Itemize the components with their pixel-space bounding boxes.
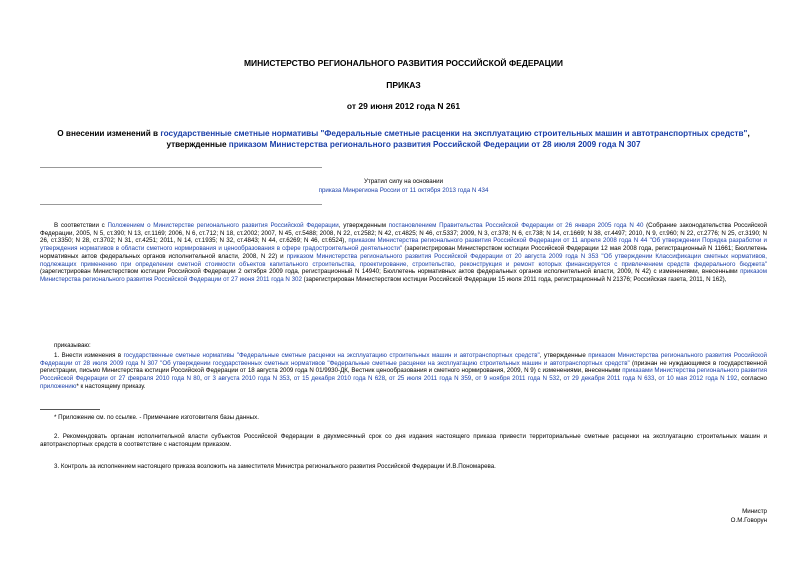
item-1-link-order-628[interactable]: от 15 декабря 2010 года N 628 — [293, 375, 386, 383]
footnote: * Приложение см. по ссылке. - Примечание изготовителя базы данных. — [54, 414, 259, 421]
status-line: Утратил силу на основании — [363, 178, 444, 185]
title-link-order-307[interactable]: приказом Министерства регионального развития Российской Федерации от 28 июля 2009 года N 307 — [228, 140, 641, 149]
title-link-standards[interactable]: государственные сметные нормативы "Федеральные сметные расценки на эксплуатацию строительных машин и автотранспортных средств" — [160, 129, 748, 138]
item-1-link-order-633[interactable]: от 29 декабря 2011 года N 633 — [563, 375, 655, 383]
item-1-link-standards[interactable]: государственные сметные нормативы "Федеральные сметные расценки на эксплуатацию строительных машин и автотранспортных средств" — [123, 352, 540, 359]
item-1-text: 1. Внести изменения в — [54, 352, 124, 359]
item-1-link-order-80[interactable]: приказами Министерства регионального развития Российской Федерации от 27 февраля 2010 года N 80 — [40, 367, 767, 383]
item-1-text: , — [200, 375, 205, 383]
item-1-text: , — [385, 375, 390, 383]
item-3-paragraph: 3. Контроль за исполнением настоящего приказа возложить на заместителя Министра регионального развития Российской Федерации И.В.Пономарева. — [54, 463, 496, 470]
item-1-text: , — [559, 375, 564, 383]
preamble-link-order-302[interactable]: приказом Министерства регионального развития Российской Федерации от 27 июня 2011 года N 302 — [40, 268, 767, 283]
preamble-text: (зарегистрирован Министерством юстиции Российской Федерации 2 октября 2009 года, регистрационный N 14940; Бюллетень нормативных актов федеральных органов исполнительной власти, 2009, N 42) с изменениями, внесенными — [40, 268, 741, 276]
divider-top — [40, 167, 322, 168]
status-link-order-434[interactable]: приказа Минрегиона России от 11 октября 2013 года N 434 — [318, 187, 489, 194]
item-1-link-order-307[interactable]: приказом Министерства регионального развития Российской Федерации от 28 июля 2009 года N 307 "Об утверждении государственных сметных нормативов "Федеральные сметные расценки на эксплуатацию строительных машин и автотранспортных средств" — [40, 352, 767, 367]
signature-name: О.М.Говорун — [730, 517, 767, 524]
document-type: ПРИКАЗ — [386, 80, 421, 90]
preamble-link-decree-40[interactable]: постановлением Правительства Российской Федерации от 26 января 2005 года N 40 — [388, 222, 644, 229]
item-1-text: , — [471, 375, 476, 383]
preamble-link-order-353[interactable]: приказом Министерства регионального развития Российской Федерации от 20 августа 2009 года N 353 "Об утверждении Классификации сметных нормативов, подлежащих применению при определении сметной стоимости объектов капитального строительства, проектирование, строительство, реконструкция и ремонт которых финансируется с привлечением средств федерального бюджета" — [40, 252, 768, 268]
status-link-wrap — [40, 187, 767, 195]
item-1-text: , — [654, 375, 659, 383]
preamble-link-regulation[interactable]: Положением о Министерстве регионального развития Российской Федерации — [107, 222, 339, 229]
preamble-text: (зарегистрирован Министерством юстиции Российской Федерации 15 июля 2011 года, регистрационный N 21376; Российская газета, 2011, N 162), — [301, 275, 727, 283]
item-1-text: * к настоящему приказу. — [76, 382, 146, 390]
item-1-text: , — [289, 375, 294, 383]
ministry-heading: МИНИСТЕРСТВО РЕГИОНАЛЬНОГО РАЗВИТИЯ РОССИЙСКОЙ ФЕДЕРАЦИИ — [243, 58, 564, 68]
footnote-divider — [40, 409, 100, 410]
item-1-link-order-359[interactable]: от 25 июля 2011 года N 359 — [389, 375, 472, 383]
preamble-paragraph — [40, 222, 767, 284]
item-1-text: , утвержденные — [539, 352, 589, 359]
item-2-paragraph: 2. Рекомендовать органам исполнительной власти субъектов Российской Федерации в двухмесячный срок со дня издания настоящего приказа привести территориальные сметные расценки на эксплуатацию строительных машин и автотранспортных средств в соответствие с настоящим приказом. — [40, 433, 767, 448]
item-1-text: (признан не нуждающимся в государственной регистрации, письмо Министерства юстиции Российской Федерации от 18 августа 2009 года N 01/9930-ДК, Вестник ценообразования и сметного нормирования, 2009, N 9) с изменениями, внесенными — [40, 359, 767, 375]
item-1-link-order-192[interactable]: от 10 мая 2012 года N 192 — [658, 375, 738, 383]
item-1-link-appendix[interactable]: приложению — [40, 382, 77, 390]
document-title — [50, 128, 757, 150]
preamble-text: В соответствии с — [54, 222, 108, 229]
item-1-text: , согласно — [737, 375, 767, 383]
item-1-link-order-353[interactable]: от 3 августа 2010 года N 353 — [204, 375, 290, 383]
signature-position: Министр — [742, 508, 767, 515]
preamble-text: (зарегистрирован Министерством юстиции Российской Федерации 12 мая 2008 года, регистрационный N 11661; Бюллетень нормативных актов федеральных органов исполнительной власти, 2008, N 22) и — [40, 245, 767, 260]
title-text-2: , утвержденные — [166, 129, 750, 149]
divider-bottom — [40, 204, 322, 205]
preamble-link-order-44[interactable]: приказом Министерства регионального развития Российской Федерации от 11 апреля 2008 года N 44 "Об утверждении Порядка разработки и утверждения нормативов в области сметного нормирования и ценообразования в сфере градостроительной деятельности" — [40, 237, 768, 253]
preamble-text: (Собрание законодательства Российской Федерации, 2005, N 5, ст.390; N 13, ст.1169; 2006, N 6, ст.712; N 18, ст.2002; 2007, N 45, ст.5488; 2008, N 22, ст.2582; N 42, ст.4825; N 46, ст.5337; 2009, N 3, ст.378; N 6, ст.738; N 14, ст.1669; N 38, ст.4497; 2010, N 9, ст.960; N 22, ст.2776; N 25, ст.3190; N 26, ст.3350; N 28, ст.3702; N 31, ст.4251; 2011, N 14, ст.1935; N 32, ст.4843; N 44, ст.6269; N 46, ст.6524), — [40, 222, 767, 245]
item-1-link-order-532[interactable]: от 9 ноября 2011 года N 532 — [475, 375, 560, 383]
title-text-1: О внесении изменений в — [57, 129, 161, 138]
preamble-text: , утвержденным — [338, 222, 389, 229]
order-word: приказываю: — [54, 342, 91, 349]
document-date: от 29 июня 2012 года N 261 — [346, 101, 461, 111]
item-1-paragraph — [40, 352, 767, 391]
